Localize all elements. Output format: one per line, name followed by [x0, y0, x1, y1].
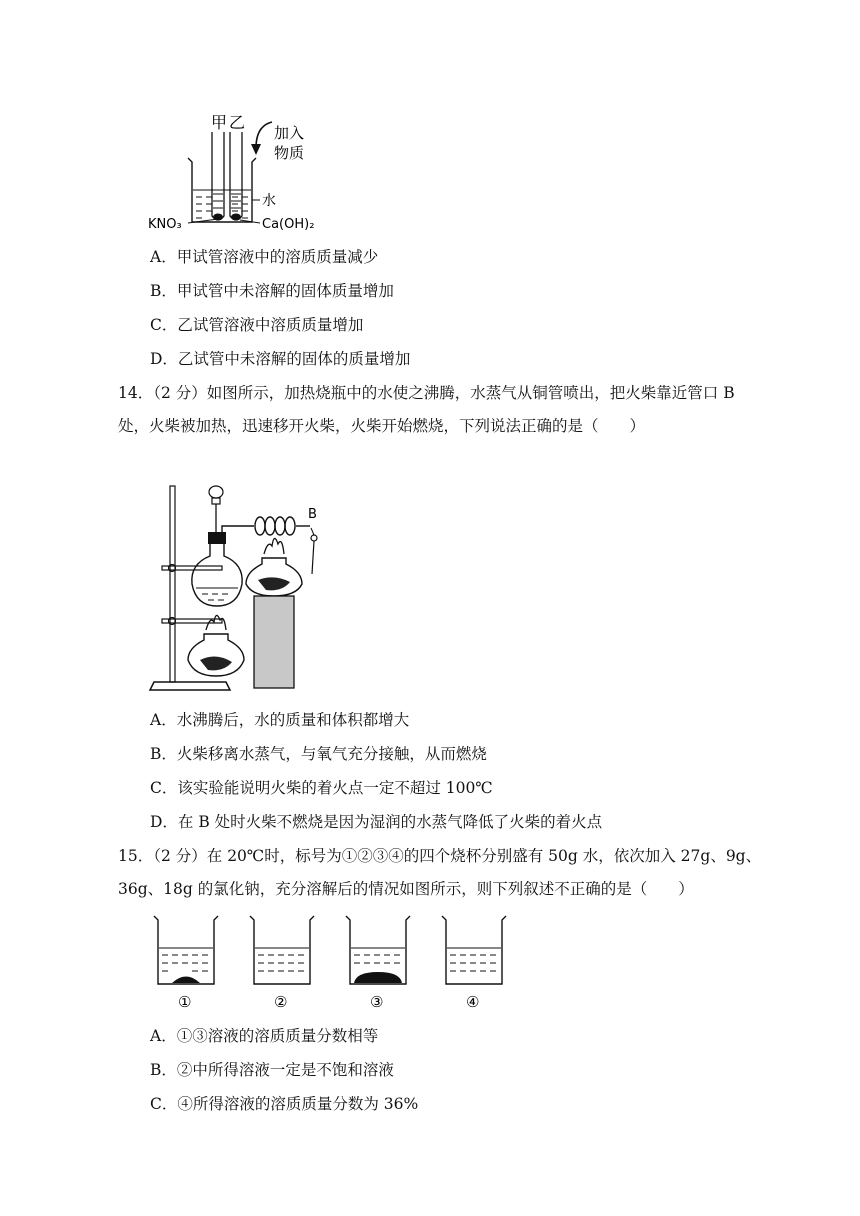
label-caoh2: Ca(OH)₂: [262, 217, 315, 232]
stand-rod: [170, 486, 175, 682]
label-b: B: [308, 507, 317, 522]
q15-option-a: A．①③溶液的溶质质量分数相等: [150, 1027, 379, 1045]
stopper: [208, 532, 226, 544]
beaker-label-4: ④: [466, 993, 480, 1011]
figure-q13-test-tubes: [148, 108, 388, 233]
arrow-head-icon: [251, 144, 261, 155]
beaker-label-3: ③: [370, 993, 384, 1011]
figure-q15-beakers: [150, 912, 520, 1012]
q15-stem-line1: 15．（2 分）在 20℃时，标号为①②③④的四个烧杯分别盛有 50g 水，依次加入 27g、9g、: [118, 847, 762, 865]
label-jia: 甲: [211, 113, 228, 132]
q15-option-b: B．②中所得溶液一定是不饱和溶液: [150, 1061, 394, 1079]
q15-option-c: C．④所得溶液的溶质质量分数为 36%: [150, 1095, 419, 1113]
q13-option-c: C．乙试管溶液中溶质质量增加: [150, 316, 364, 334]
beaker-label-2: ②: [274, 993, 288, 1011]
q13-option-a: A．甲试管溶液中的溶质质量减少: [150, 248, 379, 266]
match-head: [311, 535, 317, 541]
support-block: [254, 596, 294, 688]
beaker-1: [154, 916, 218, 984]
q14-option-b: B．火柴移离水蒸气，与氧气充分接触，从而燃烧: [150, 745, 487, 763]
q14-stem-line1: 14．（2 分）如图所示，加热烧瓶中的水使之沸腾，水蒸气从铜管喷出，把火柴靠近管口 B: [118, 384, 735, 402]
figure-q14-apparatus: [146, 480, 336, 696]
upper-flame: [264, 538, 284, 554]
round-flask: [192, 544, 242, 606]
label-water: 水: [262, 193, 276, 209]
test-tube-jia: [212, 132, 224, 220]
test-tube-yi: [230, 132, 242, 220]
q13-option-d: D．乙试管中未溶解的固体的质量增加: [150, 350, 411, 368]
beaker-4: [442, 916, 506, 984]
q13-option-b: B．甲试管中未溶解的固体质量增加: [150, 282, 394, 300]
q14-stem-line2: 处，火柴被加热，迅速移开火柴，火柴开始燃烧，下列说法正确的是（ ）: [118, 417, 646, 435]
q14-option-c: C．该实验能说明火柴的着火点一定不超过 100℃: [150, 779, 493, 797]
beaker-3: [346, 916, 410, 984]
label-substance: 物质: [274, 144, 305, 162]
caoh2-solid: [231, 214, 241, 221]
beaker-label-1: ①: [178, 993, 192, 1011]
upper-alcohol-lamp: [246, 558, 302, 596]
q14-option-d: D．在 B 处时火柴不燃烧是因为湿润的水蒸气降低了火柴的着火点: [150, 813, 603, 831]
q14-option-a: A．水沸腾后，水的质量和体积都增大: [150, 711, 410, 729]
stand-base: [150, 682, 230, 690]
beaker-2: [250, 916, 314, 984]
copper-coil: [255, 517, 295, 535]
label-add: 加入: [274, 124, 305, 142]
label-yi: 乙: [229, 113, 246, 132]
label-kno3: KNO₃: [148, 217, 182, 232]
q15-stem-line2: 36g、18g 的氯化钠，充分溶解后的情况如图所示，则下列叙述不正确的是（ ）: [118, 880, 694, 898]
